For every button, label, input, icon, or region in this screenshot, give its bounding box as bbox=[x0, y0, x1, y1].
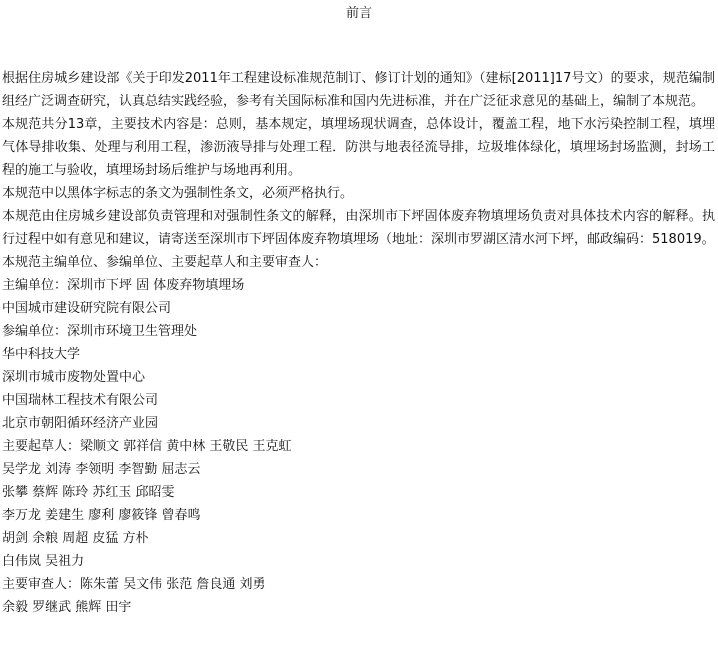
drafters-heading: 本规范主编单位、参编单位、主要起草人和主要审查人： bbox=[2, 255, 328, 270]
paragraph-basis: 根据住房城乡建设部《关于印发2011年工程建设标准规范制订、修订计划的通知》（建标[2011]17号文）的要求，规范编制组经广泛调查研究，认真总结实践经验，参考有关国际标准和国内先进标准，并在广泛征求意见的基础上，编制了本规范。 bbox=[2, 71, 715, 109]
chief-editor-unit-2: 中国城市建设研究院有限公司 bbox=[2, 301, 172, 316]
participating-unit-5: 北京市朝阳循环经济产业园 bbox=[2, 416, 159, 431]
chief-editor-unit: 主编单位：深圳市下坪 固 体废弃物填埋场 bbox=[2, 278, 245, 293]
main-drafters-4: 李万龙 姜建生 廖利 廖筱锋 曾春鸣 bbox=[2, 508, 201, 523]
main-drafters-5: 胡剑 余粮 周超 皮猛 方朴 bbox=[2, 531, 149, 546]
paragraph-contents: 本规范共分13章，主要技术内容是：总则，基本规定，填埋场现状调查，总体设计，覆盖工程，地下水污染控制工程，填埋气体导排收集、处理与利用工程，渗沥液导排与处理工程．防洪与地表径流导排，垃圾堆体绿化，填埋场封场监测，封场工程的施工与验收，填埋场封场后维护与场地再利用。 bbox=[2, 117, 715, 178]
paragraph-management: 本规范由住房城乡建设部负责管理和对强制性条文的解释，由深圳市下坪固体废弃物填埋场负责对具体技术内容的解释。执行过程中如有意见和建议，请寄送至深圳市下坪固体废弃物填埋场（地址：深圳市罗湖区清水河下坪，邮政编码：518019。 bbox=[2, 209, 715, 247]
main-drafters-2: 吴学龙 刘涛 李领明 李智勤 屈志云 bbox=[2, 462, 201, 477]
main-reviewers: 主要审查人：陈朱蕾 吴文伟 张范 詹良通 刘勇 bbox=[2, 577, 266, 592]
page-title: 前言 bbox=[345, 6, 372, 21]
participating-unit-2: 华中科技大学 bbox=[2, 347, 81, 362]
paragraph-mandatory: 本规范中以黑体字标志的条文为强制性条文，必须严格执行。 bbox=[2, 186, 354, 201]
participating-unit-3: 深圳市城市废物处置中心 bbox=[2, 370, 146, 385]
participating-unit: 参编单位：深圳市环境卫生管理处 bbox=[2, 324, 198, 339]
main-drafters-6: 白伟岚 吴祖力 bbox=[2, 554, 85, 569]
document-body bbox=[2, 67, 715, 619]
main-drafters-3: 张攀 蔡辉 陈玲 苏红玉 邱昭雯 bbox=[2, 485, 175, 500]
participating-unit-4: 中国瑞林工程技术有限公司 bbox=[2, 393, 159, 408]
main-reviewers-2: 余毅 罗继武 熊辉 田宇 bbox=[2, 600, 132, 615]
main-drafters: 主要起草人：梁顺文 郭祥信 黄中林 王敬民 王克虹 bbox=[2, 439, 292, 454]
